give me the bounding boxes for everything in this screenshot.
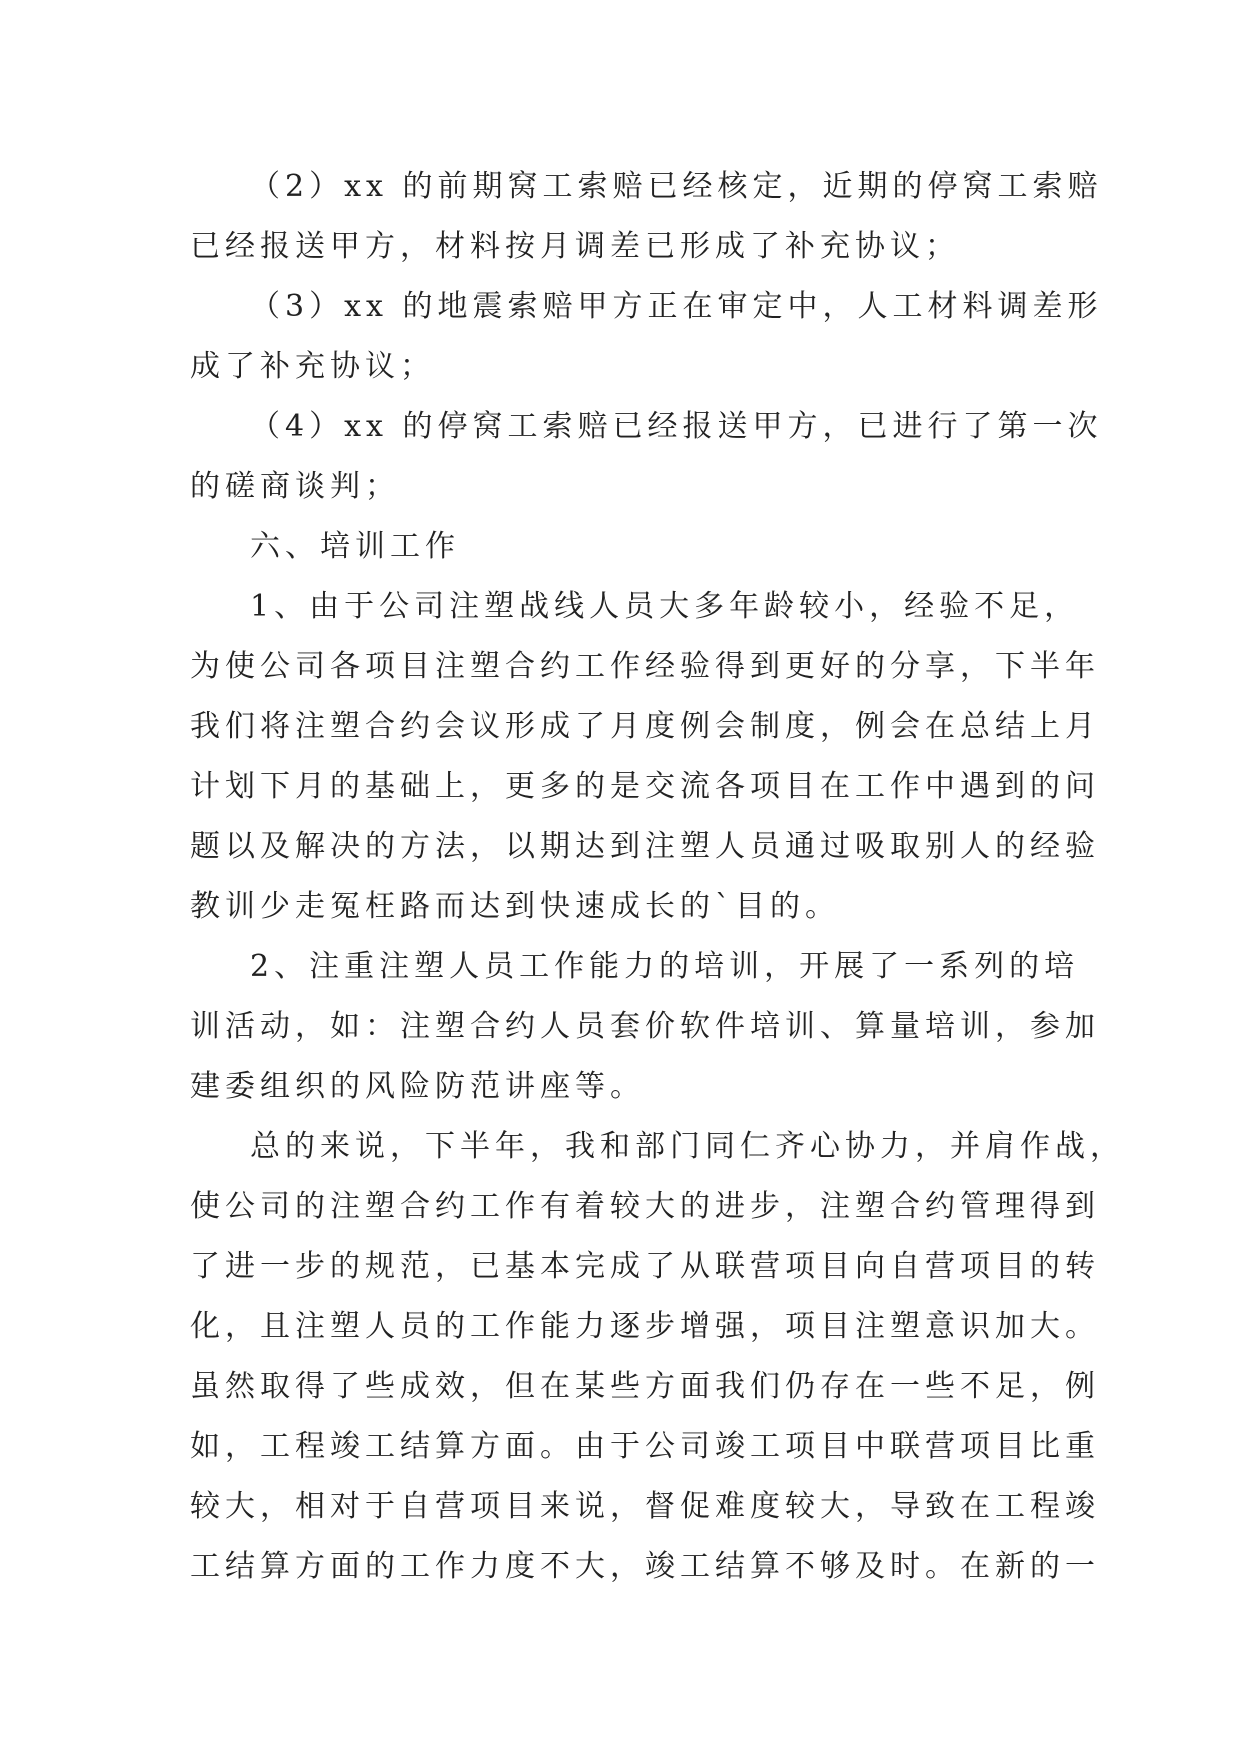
text-line: 的磋商谈判； <box>190 469 400 504</box>
text-line: 已经报送甲方，材料按月调差已形成了补充协议； <box>190 229 960 264</box>
text-line: 计划下月的基础上，更多的是交流各项目在工作中遇到的问 <box>190 769 1100 804</box>
text-line: 1、由于公司注塑战线人员大多年龄较小，经验不足， <box>250 589 1080 624</box>
text-line: 教训少走冤枉路而达到快速成长的`目的。 <box>190 889 840 924</box>
text-line: 训活动，如：注塑合约人员套价软件培训、算量培训，参加 <box>190 1009 1100 1044</box>
section-heading: 六、培训工作 <box>250 529 460 564</box>
text-line: 总的来说，下半年，我和部门同仁齐心协力，并肩作战， <box>250 1129 1125 1164</box>
text-line: 如，工程竣工结算方面。由于公司竣工项目中联营项目比重 <box>190 1429 1100 1464</box>
text-line: （2）xx 的前期窝工索赔已经核定，近期的停窝工索赔 <box>250 169 1103 204</box>
text-line: 建委组织的风险防范讲座等。 <box>190 1069 645 1104</box>
text-line: 虽然取得了些成效，但在某些方面我们仍存在一些不足，例 <box>190 1369 1100 1404</box>
text-line: 工结算方面的工作力度不大，竣工结算不够及时。在新的一 <box>190 1549 1100 1584</box>
text-line: 使公司的注塑合约工作有着较大的进步，注塑合约管理得到 <box>190 1189 1100 1224</box>
text-line: 我们将注塑合约会议形成了月度例会制度，例会在总结上月 <box>190 709 1100 744</box>
text-line: 了进一步的规范，已基本完成了从联营项目向自营项目的转 <box>190 1249 1100 1284</box>
text-line: 2、注重注塑人员工作能力的培训，开展了一系列的培 <box>250 949 1080 984</box>
text-line: （3）xx 的地震索赔甲方正在审定中，人工材料调差形 <box>250 289 1103 324</box>
text-line: （4）xx 的停窝工索赔已经报送甲方，已进行了第一次 <box>250 409 1103 444</box>
text-line: 化，且注塑人员的工作能力逐步增强，项目注塑意识加大。 <box>190 1309 1100 1344</box>
text-line: 成了补充协议； <box>190 349 435 384</box>
text-line: 题以及解决的方法，以期达到注塑人员通过吸取别人的经验 <box>190 829 1100 864</box>
text-line: 为使公司各项目注塑合约工作经验得到更好的分享，下半年 <box>190 649 1100 684</box>
text-line: 较大，相对于自营项目来说，督促难度较大，导致在工程竣 <box>190 1489 1100 1524</box>
document-body <box>190 157 1125 1597</box>
